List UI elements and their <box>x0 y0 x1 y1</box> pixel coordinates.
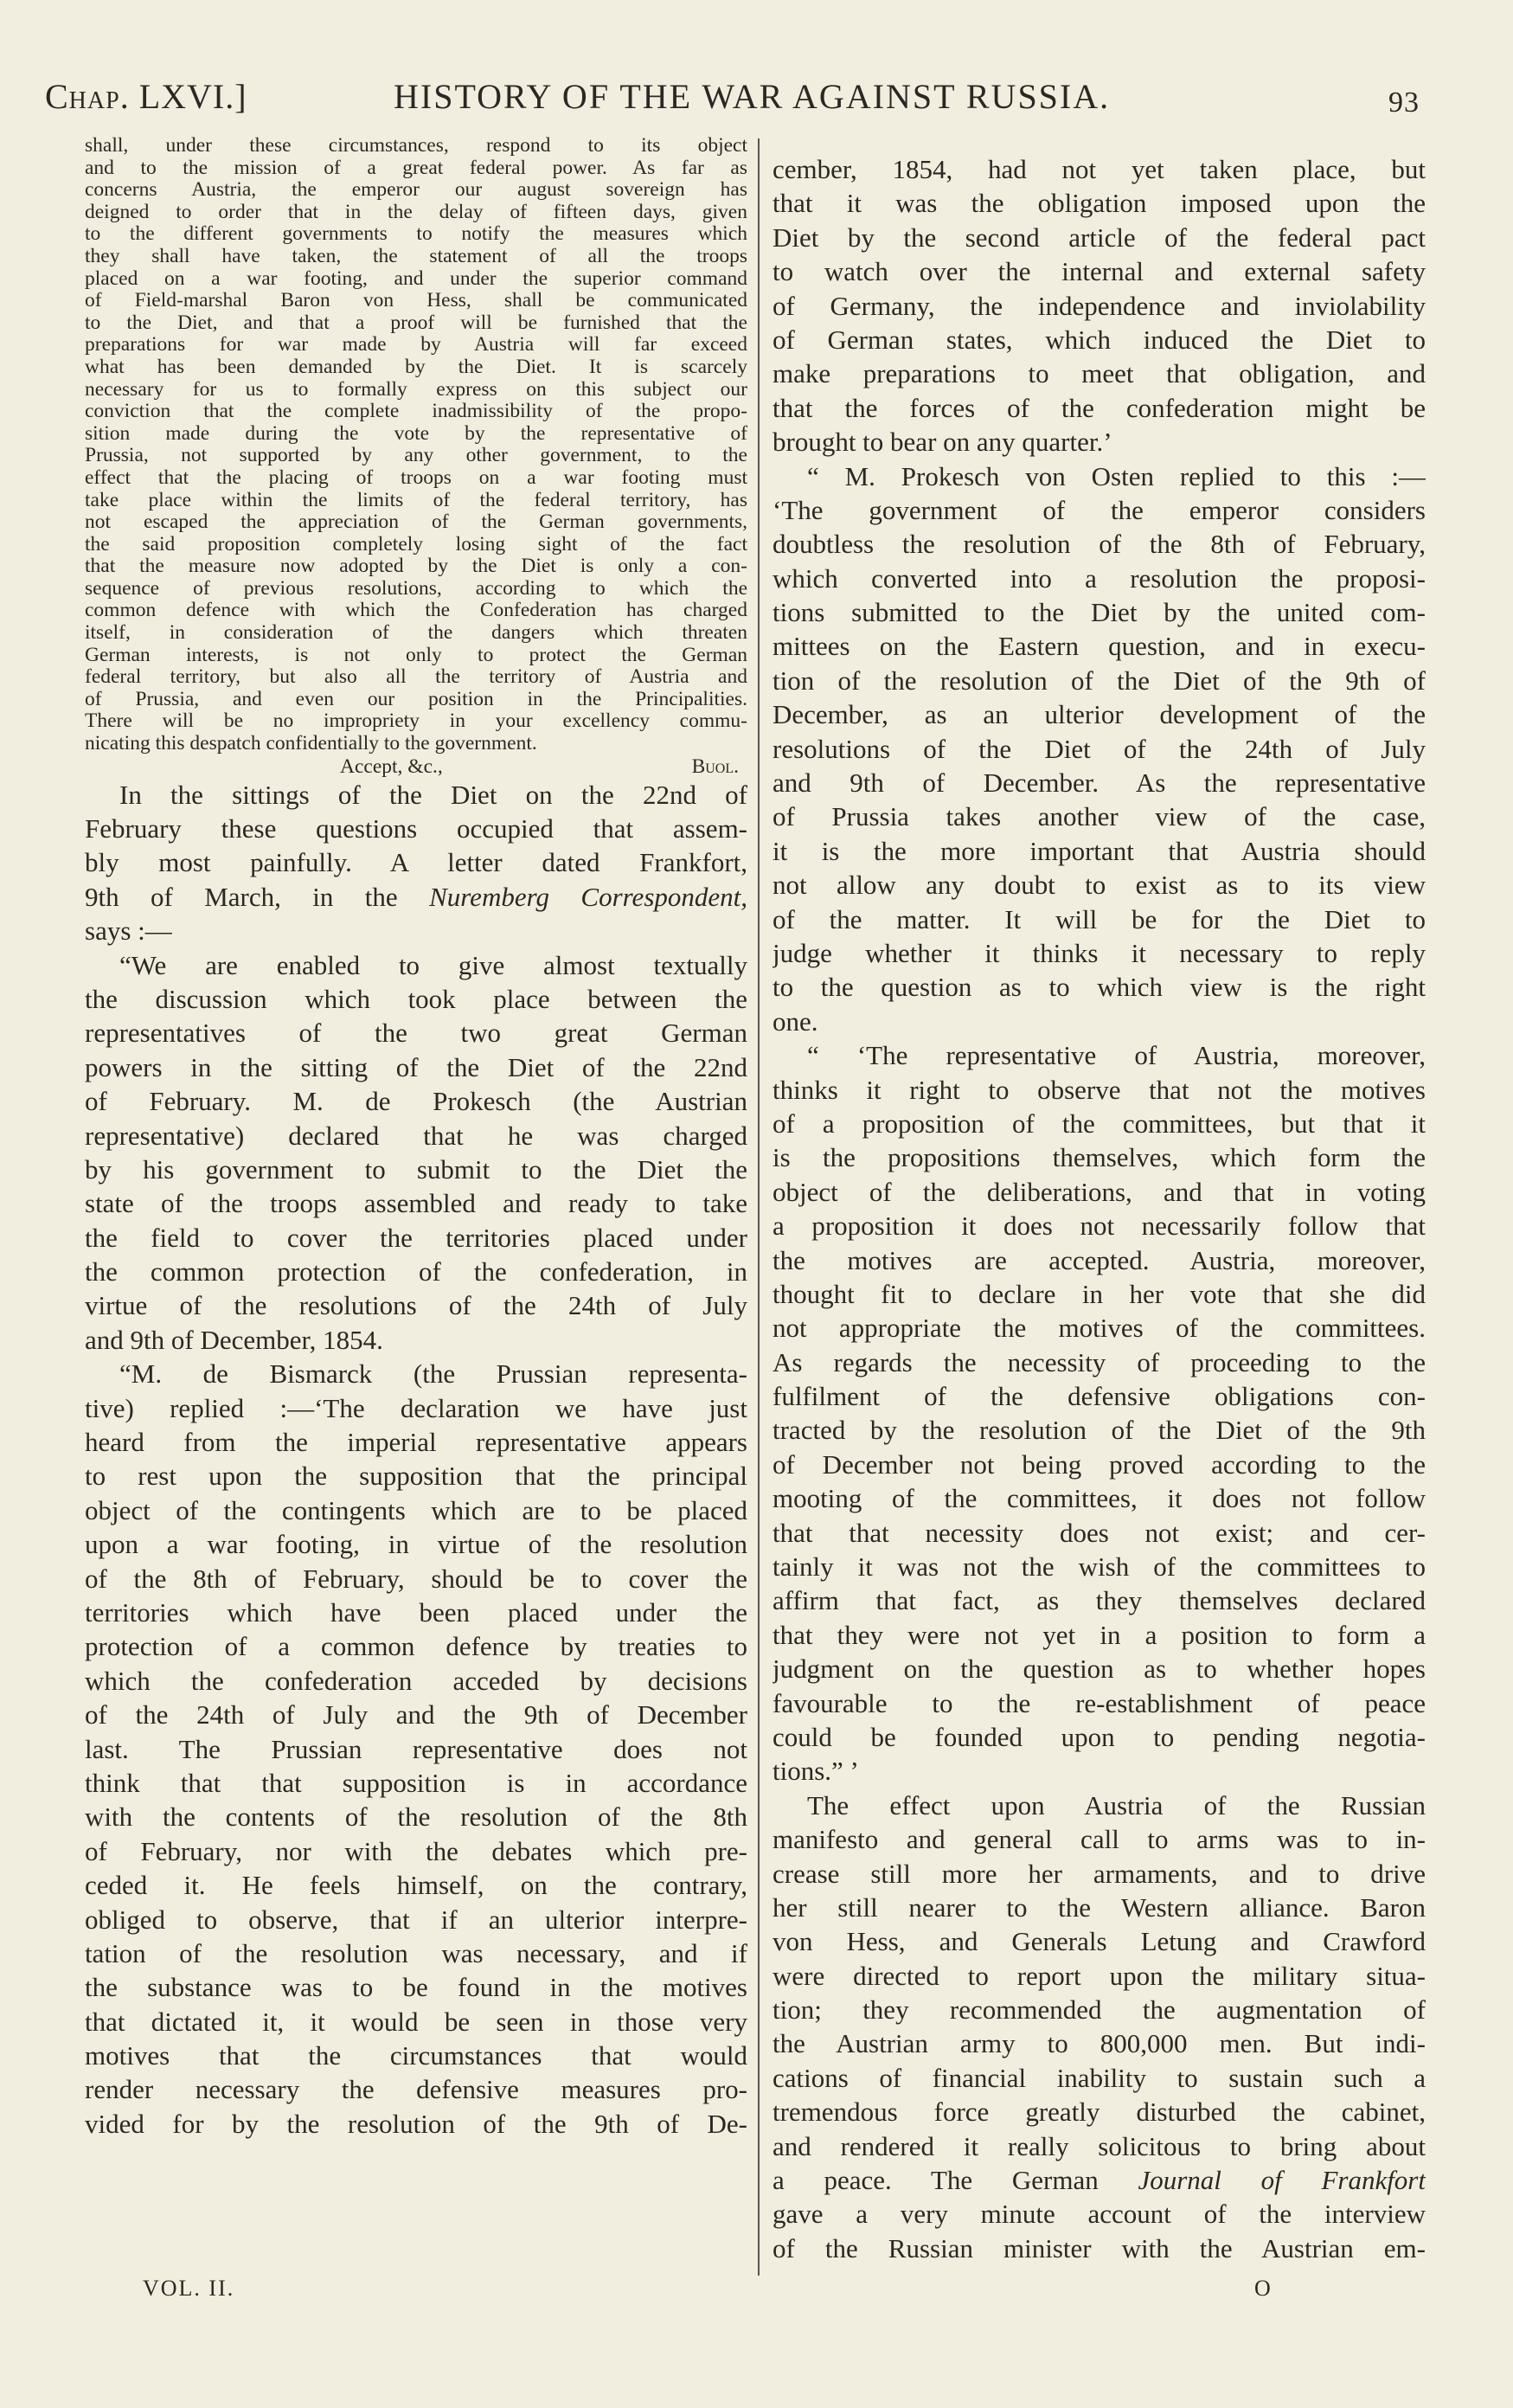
text-line: resolutions of the Diet of the 24th of July <box>773 733 1426 764</box>
text-line: to rest upon the supposition that the principal <box>85 1461 747 1492</box>
text-line: common defence with which the Confederation has charged <box>85 600 747 622</box>
text-line: of the 8th of February, should be to cover the <box>85 1563 747 1594</box>
text-line: take place within the limits of the federal territory, has <box>85 489 747 511</box>
text-line: representatives of the two great German <box>85 1018 747 1049</box>
text-line: tation of the resolution was necessary, and if <box>85 1937 747 1968</box>
text-line: to the question as to which view is the right <box>773 972 1426 1003</box>
text-line: upon a war footing, in virtue of the resolution <box>85 1529 747 1560</box>
text-line: make preparations to meet that obligation, and <box>773 358 1426 389</box>
text-line: The effect upon Austria of the Russian <box>807 1789 1426 1820</box>
text-line: thought fit to declare in her vote that she did <box>773 1278 1426 1309</box>
text-line: ceded it. He feels himself, on the contrary, <box>85 1870 747 1901</box>
italic-title: Journal of Frankfort <box>1138 2165 1426 2196</box>
text-line: of December not being proved according to the <box>773 1448 1426 1480</box>
text-line: which the confederation acceded by decisions <box>85 1665 747 1696</box>
text-line: Diet by the second article of the federal pact <box>773 222 1426 253</box>
text-line: manifesto and general call to arms was to in- <box>773 1824 1426 1855</box>
text-line: “We are enabled to give almost textually <box>119 949 747 980</box>
text-line: ‘The government of the emperor considers <box>773 494 1426 525</box>
text-line: of February, nor with the debates which pre- <box>85 1835 747 1866</box>
text-line: they shall have taken, the statement of all the troops <box>85 245 747 267</box>
printer-signature-mark: O <box>1254 2276 1271 2301</box>
text-line: by his government to submit to the Diet the <box>85 1153 747 1185</box>
paragraph <box>773 152 1426 459</box>
text-line: tion of the resolution of the Diet of the 9th of <box>773 665 1426 696</box>
text-line: motives that the circumstances that would <box>85 2040 747 2071</box>
text-line: the Austrian army to 800,000 men. But indi- <box>773 2028 1426 2059</box>
text-line: judge whether it thinks it necessary to reply <box>773 937 1426 968</box>
text-line: is the propositions themselves, which form the <box>773 1142 1426 1173</box>
text-line: what has been demanded by the Diet. It is scarcely <box>85 356 747 378</box>
text-line: deigned to order that in the delay of fifteen days, given <box>85 201 747 223</box>
text-line: 9th of March, in the Nuremberg Correspondent, <box>85 881 747 912</box>
text-line: affirm that fact, as they themselves declared <box>773 1585 1426 1616</box>
text-line: which converted into a resolution the proposi- <box>773 562 1426 594</box>
text-line: brought to bear on any quarter.’ <box>773 427 1112 458</box>
text-line: tremendous force greatly disturbed the cabinet, <box>773 2097 1426 2128</box>
text-line: tainly it was not the wish of the committees to <box>773 1551 1426 1583</box>
text-line: von Hess, and Generals Letung and Crawford <box>773 1926 1426 1957</box>
text-line: of a proposition of the committees, but that it <box>773 1108 1426 1139</box>
text-line: crease still more her armaments, and to drive <box>773 1858 1426 1889</box>
paragraph <box>773 1788 1426 2265</box>
text-line: one. <box>773 1005 818 1037</box>
text-line: not appropriate the motives of the committees. <box>773 1313 1426 1344</box>
text-line: thinks it right to observe that not the motives <box>773 1074 1426 1105</box>
text-line: and 9th of December. As the representative <box>773 767 1426 799</box>
text-line: vided for by the resolution of the 9th of De- <box>85 2108 747 2139</box>
text-line: “ M. Prokesch von Osten replied to this :— <box>807 460 1426 491</box>
text-line: says :— <box>85 915 172 947</box>
text-line: were directed to report upon the military situa- <box>773 1960 1426 1991</box>
text-line: Prussia, not supported by any other government, to the <box>85 445 747 467</box>
paragraph <box>85 948 747 1358</box>
text-line: German interests, is not only to protect the German <box>85 644 747 666</box>
right-column <box>773 152 1426 2265</box>
left-body-text <box>85 778 747 2142</box>
text-line: bly most painfully. A letter dated Frankfort, <box>85 847 747 878</box>
text-line: and to the mission of a great federal power. As far as <box>85 157 747 179</box>
text-line: that the measure now adopted by the Diet is only a con- <box>85 555 747 578</box>
text-line: preparations for war made by Austria will far exceed <box>85 334 747 356</box>
text-line: of Germany, the independence and inviolability <box>773 290 1426 321</box>
text-line: the field to cover the territories placed under <box>85 1222 747 1253</box>
text-line: the common protection of the confederation, in <box>85 1256 747 1287</box>
text-line: it is the more important that Austria should <box>773 835 1426 866</box>
text-line: state of the troops assembled and ready to take <box>85 1188 747 1219</box>
text-line: tion; they recommended the augmentation of <box>773 1994 1426 2026</box>
text-line: tracted by the resolution of the Diet of the 9th <box>773 1415 1426 1446</box>
paragraph <box>773 459 1426 1039</box>
page-number: 93 <box>1388 87 1420 119</box>
text-line: not escaped the appreciation of the German governments, <box>85 511 747 534</box>
text-line: cember, 1854, had not yet taken place, but <box>773 154 1426 184</box>
text-line: a proposition it does not necessarily follow that <box>773 1210 1426 1242</box>
text-line: object of the deliberations, and that in voting <box>773 1176 1426 1207</box>
text-line: nicating this despatch confidentially to the government. <box>85 733 537 755</box>
text-line: sequence of previous resolutions, according to which the <box>85 577 747 600</box>
volume-label: VOL. II. <box>143 2276 235 2301</box>
text-line: mooting of the committees, it does not follow <box>773 1483 1426 1514</box>
text-line: “M. de Bismarck (the Prussian representa- <box>119 1358 747 1390</box>
text-line: tions submitted to the Diet by the united com- <box>773 597 1426 628</box>
text-line: sition made during the vote by the representative of <box>85 422 747 445</box>
text-line: favourable to the re-establishment of peace <box>773 1687 1426 1718</box>
text-line: effect that the placing of troops on a war footing must <box>85 466 747 489</box>
text-line: to watch over the internal and external safety <box>773 256 1426 287</box>
text-line: render necessary the defensive measures pro- <box>85 2074 747 2105</box>
text-line: As regards the necessity of proceeding to the <box>773 1346 1426 1377</box>
paragraph <box>773 1038 1426 1788</box>
text-line: federal territory, but also all the territory of Austria and <box>85 666 747 689</box>
text-line: placed on a war footing, and under the superior command <box>85 267 747 290</box>
text-line: the discussion which took place between the <box>85 983 747 1014</box>
italic-title: Nuremberg Correspondent, <box>429 881 747 912</box>
text-line: of the Russian minister with the Austrian em- <box>773 2232 1426 2264</box>
text-line: cations of financial inability to sustain such a <box>773 2062 1426 2093</box>
text-line: gave a very minute account of the interview <box>773 2199 1426 2230</box>
text-line: last. The Prussian representative does not <box>85 1733 747 1764</box>
text-line: her still nearer to the Western alliance. Baron <box>773 1891 1426 1923</box>
text-line: a peace. The German Journal of Frankfort <box>773 2165 1426 2196</box>
text-line: the said proposition completely losing sight of the fact <box>85 533 747 555</box>
text-line: shall, under these circumstances, respond to its object <box>85 135 747 157</box>
text-line: of German states, which induced the Diet to <box>773 324 1426 355</box>
text-line: and rendered it really solicitous to bring about <box>773 2130 1426 2161</box>
signature: Buol. <box>691 755 739 778</box>
text-line: that they were not yet in a position to form a <box>773 1619 1426 1650</box>
text-line: that the forces of the confederation might be <box>773 392 1426 423</box>
text-line: There will be no impropriety in your excellency commu- <box>85 710 747 733</box>
text-line: the substance was to be found in the motives <box>85 1972 747 2003</box>
text-line: obliged to observe, that if an ulterior interpre- <box>85 1904 747 1935</box>
text-line: necessary for us to formally express on this subject our <box>85 378 747 401</box>
paragraph <box>85 1357 747 2141</box>
text-line: not allow any doubt to exist as to its view <box>773 870 1426 901</box>
text-line: of Prussia takes another view of the case, <box>773 801 1426 832</box>
text-line: fulfilment of the defensive obligations con- <box>773 1381 1426 1412</box>
despatch-signoff <box>85 755 747 778</box>
text-line: that that necessity does not exist; and cer- <box>773 1517 1426 1548</box>
text-line: of Prussia, and even our position in the Principalities. <box>85 688 747 710</box>
text-line: virtue of the resolutions of the 24th of July <box>85 1290 747 1321</box>
text-line: tive) replied :—‘The declaration we have just <box>85 1392 747 1423</box>
text-line: December, as an ulterior development of the <box>773 699 1426 730</box>
text-line: heard from the imperial representative appears <box>85 1427 747 1458</box>
closing: Accept, &c., <box>340 755 443 778</box>
chapter-label: Chap. LXVI.] <box>45 77 247 116</box>
text-line: of Field-marshal Baron von Hess, shall be communicated <box>85 290 747 312</box>
text-line: that dictated it, it would be seen in those very <box>85 2006 747 2037</box>
text-line: that it was the obligation imposed upon the <box>773 188 1426 219</box>
text-line: judgment on the question as to whether hopes <box>773 1653 1426 1685</box>
paragraph <box>85 778 747 948</box>
left-column <box>85 135 747 2141</box>
text-line: of the 24th of July and the 9th of December <box>85 1699 747 1731</box>
text-line: February these questions occupied that assem- <box>85 813 747 844</box>
text-line: In the sittings of the Diet on the 22nd of <box>119 779 747 810</box>
text-line: concerns Austria, the emperor our august sovereign has <box>85 179 747 202</box>
text-line: and 9th of December, 1854. <box>85 1324 383 1355</box>
text-line: of February. M. de Prokesch (the Austrian <box>85 1086 747 1117</box>
text-line: mittees on the Eastern question, and in execu- <box>773 631 1426 662</box>
column-divider <box>758 138 760 2276</box>
text-line: territories which have been placed under the <box>85 1597 747 1628</box>
text-line: doubtless the resolution of the 8th of February, <box>773 529 1426 560</box>
text-line: to the Diet, and that a proof will be furnished that the <box>85 311 747 334</box>
despatch-quote <box>85 135 747 755</box>
text-line: itself, in consideration of the dangers which threaten <box>85 622 747 645</box>
text-line: conviction that the complete inadmissibility of the propo- <box>85 401 747 423</box>
text-line: of the matter. It will be for the Diet to <box>773 903 1426 934</box>
text-line: with the contents of the resolution of the 8th <box>85 1801 747 1833</box>
text-line: “ ‘The representative of Austria, moreover, <box>807 1040 1426 1071</box>
text-line: representative) declared that he was charged <box>85 1120 747 1151</box>
text-line: powers in the sitting of the Diet of the 22nd <box>85 1051 747 1082</box>
text-line: to the different governments to notify the measures which <box>85 223 747 246</box>
text-line: tions.” ’ <box>773 1756 859 1787</box>
text-line: protection of a common defence by treaties to <box>85 1631 747 1662</box>
running-title: HISTORY OF THE WAR AGAINST RUSSIA. <box>394 77 1111 116</box>
text-line: object of the contingents which are to be placed <box>85 1494 747 1525</box>
text-line: think that that supposition is in accordance <box>85 1767 747 1798</box>
text-line: the motives are accepted. Austria, moreover, <box>773 1244 1426 1275</box>
text-line: could be founded upon to pending negotia- <box>773 1721 1426 1752</box>
